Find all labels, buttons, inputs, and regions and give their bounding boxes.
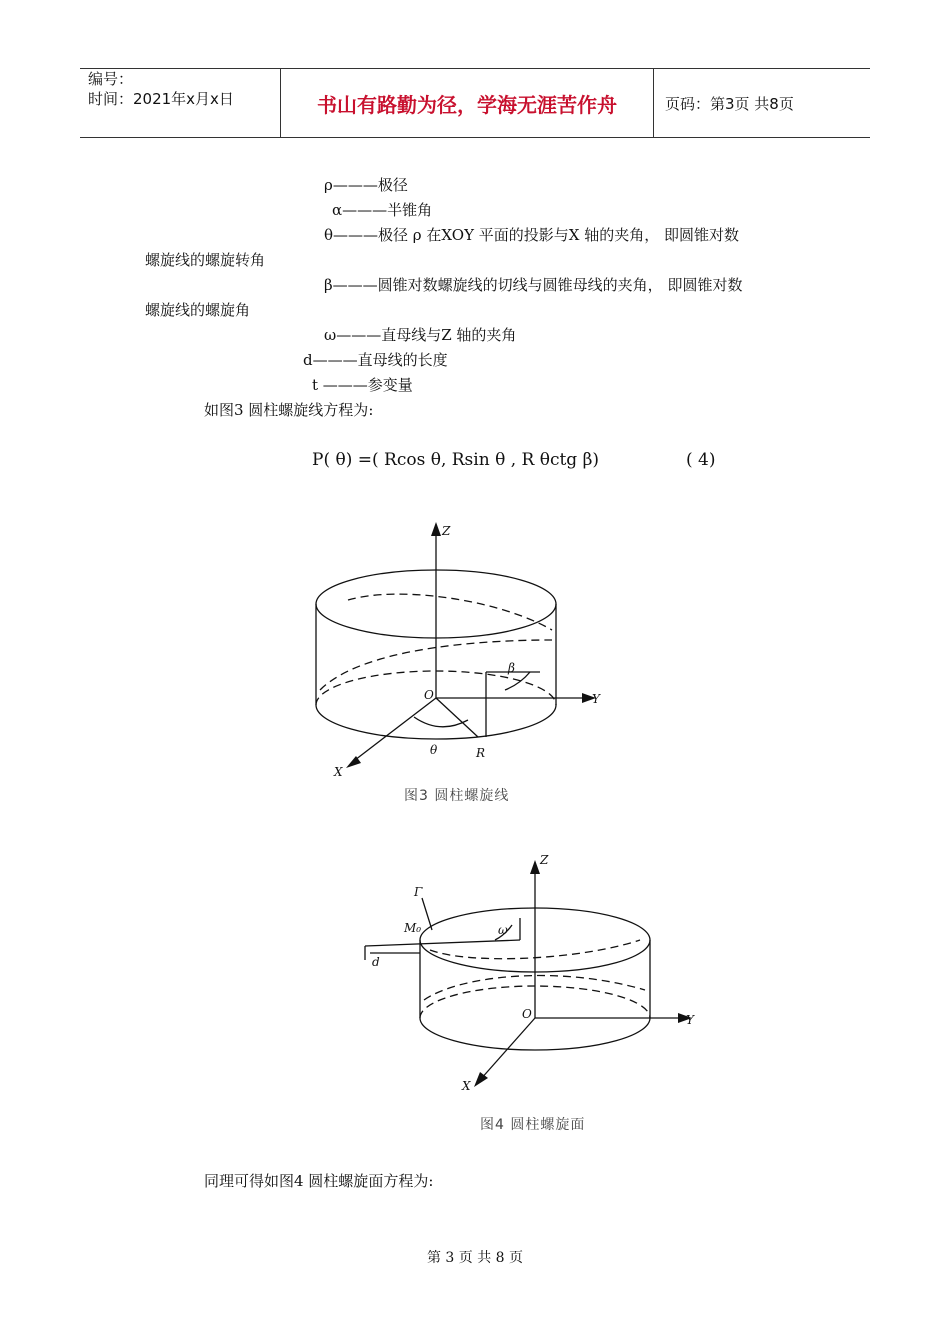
equation-4: P( θ) =( Rcos θ, Rsin θ , R θctg β) (312, 450, 600, 470)
page-footer: 第 3 页 共 8 页 (426, 1250, 524, 1266)
fig3-o-label: O (424, 688, 434, 702)
header-time-label: 时间：2021年x月x日 (88, 90, 234, 108)
fig3-beta-label: β (508, 661, 515, 675)
figure-4-caption: 图4 圆柱螺旋面 (480, 1117, 586, 1133)
figure-4-diagram (350, 848, 710, 1098)
header-number-label: 编号： (88, 70, 134, 88)
header-motto: 书山有路勤为径，学海无涯苦作舟 (281, 69, 654, 137)
fig4-z-label: Z (540, 853, 549, 867)
fig4-y-label: Y (686, 1013, 694, 1027)
definition-omega: ω———直母线与Z 轴的夹角 (324, 326, 517, 344)
definition-theta-cont: 螺旋线的螺旋转角 (145, 251, 266, 269)
fig3-x-label: X (334, 765, 343, 779)
fig3-y-label: Y (592, 692, 600, 706)
definition-t: t ———参变量 (312, 376, 413, 394)
fig4-o-label: O (522, 1007, 532, 1021)
definition-beta: β———圆锥对数螺旋线的切线与圆锥母线的夹角， 即圆锥对数 (324, 276, 743, 294)
figure-3-caption: 图3 圆柱螺旋线 (404, 788, 510, 804)
fig3-r-label: R (476, 746, 486, 760)
header-page-info: 页码：第3页 共8页 (665, 94, 794, 113)
fig4-omega-label: ω (498, 923, 508, 937)
fig3-z-label: Z (442, 524, 451, 538)
definition-d: d———直母线的长度 (303, 351, 448, 369)
fig4-d-label: d (372, 955, 380, 969)
fig3-theta-label: θ (430, 743, 438, 757)
intro-figure-4: 同理可得如图4 圆柱螺旋面方程为: (204, 1172, 434, 1190)
definition-rho: ρ———极径 (324, 176, 408, 194)
fig4-m-label: M₀ (404, 921, 422, 935)
page-header (80, 68, 870, 138)
intro-figure-3: 如图3 圆柱螺旋线方程为: (204, 401, 374, 419)
fig4-x-label: X (462, 1079, 471, 1093)
definition-theta: θ———极径 ρ 在XOY 平面的投影与X 轴的夹角， 即圆锥对数 (324, 226, 739, 244)
definition-alpha: α———半锥角 (332, 201, 433, 219)
fig4-gamma-label: Γ (414, 885, 423, 899)
definition-beta-cont: 螺旋线的螺旋角 (145, 301, 251, 319)
figure-3-diagram (300, 515, 620, 785)
equation-number: ( 4) (686, 450, 716, 470)
header-meta-cell (80, 69, 281, 137)
